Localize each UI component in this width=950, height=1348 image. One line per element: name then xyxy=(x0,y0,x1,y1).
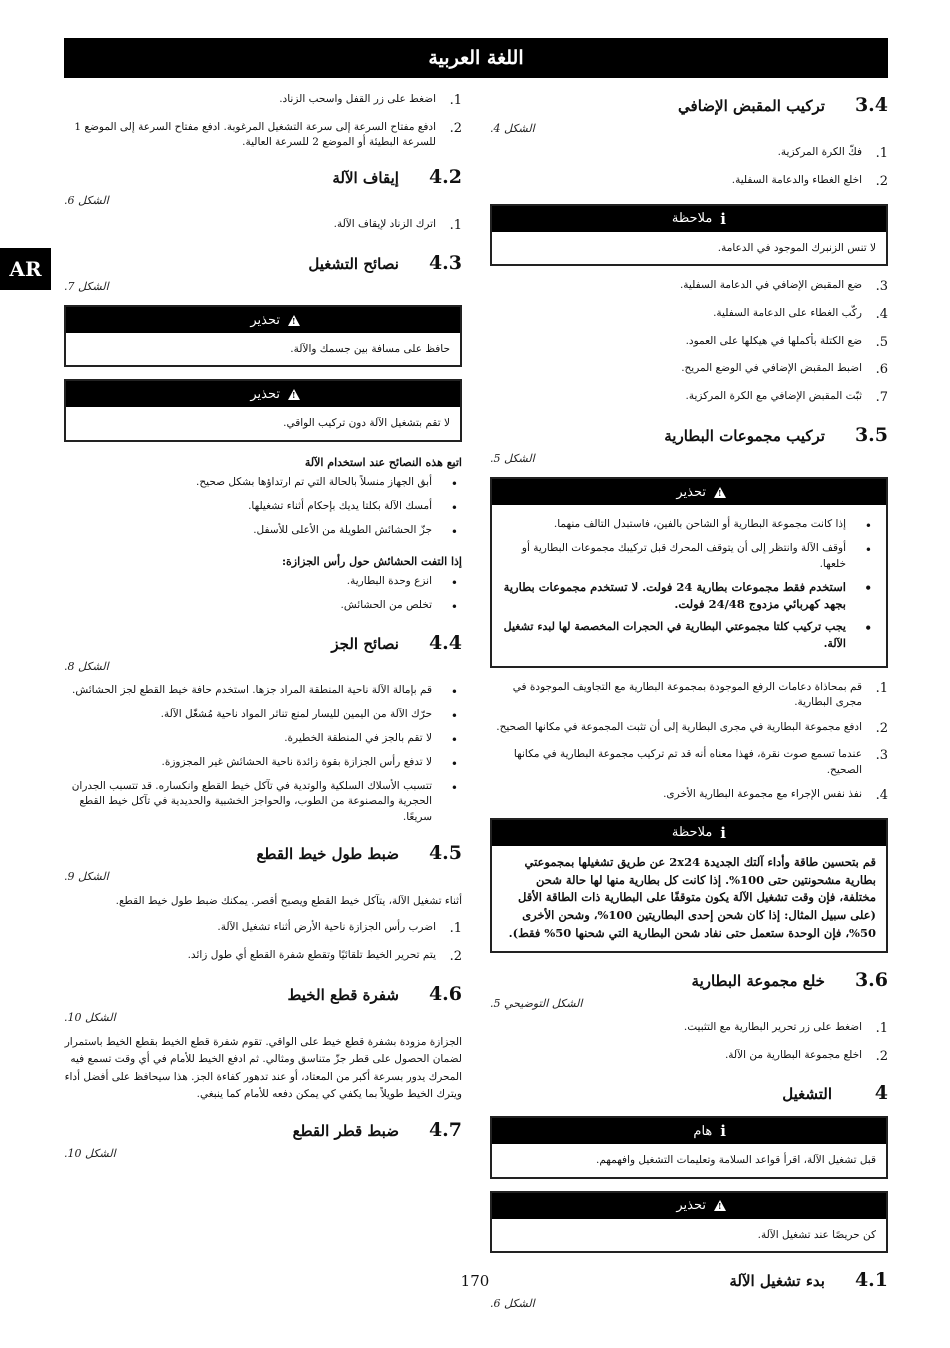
list-item xyxy=(64,920,462,939)
step-number: 1. xyxy=(875,146,888,161)
warning-box-header xyxy=(66,381,460,407)
step-text: ادفع مجموعة البطارية في مجرى البطارية إلى أن تثبت المجموعة في مكانها الصحيح. xyxy=(496,720,862,733)
tips-heading: اتبع هذه النصائح عند استخدام الآلة xyxy=(304,455,462,469)
warning-body: لا تقم بتشغيل الآلة دون تركيب الواقي. xyxy=(283,417,450,430)
section-4-7-heading xyxy=(64,1119,462,1141)
warning-box xyxy=(64,379,462,441)
section-number: 4.3 xyxy=(428,252,462,275)
list-item xyxy=(64,120,462,150)
warning-body: كن حريصًا عند تشغيل الآلة. xyxy=(757,1228,876,1241)
step-number: 6. xyxy=(875,362,888,378)
section-4-2-heading xyxy=(64,166,462,188)
right-column xyxy=(490,92,888,1320)
list-item xyxy=(64,92,462,111)
section-title: إيقاف الآلة xyxy=(332,169,399,188)
warning-title: تحذير xyxy=(676,1198,706,1214)
section-title: ضبط طول خيط القطع xyxy=(256,844,399,863)
note-box-header xyxy=(492,820,886,846)
section-number: 3.5 xyxy=(854,424,888,447)
figure-ref: الشكل 6. xyxy=(64,194,109,208)
steps-4-5 xyxy=(64,920,462,967)
step-text: ادفع مفتاح السرعة إلى سرعة التشغيل المرغوبة. ادفع مفتاح السرعة إلى الموضع 1 للسرعة البطيئة أو الموضع 2 للسرعة العالية. xyxy=(74,120,436,149)
bullet-icon: • xyxy=(450,780,458,795)
section-4-4-heading xyxy=(64,632,462,654)
step-text: اخلع مجموعة البطارية من الآلة. xyxy=(724,1048,862,1061)
step-number: 3. xyxy=(875,748,888,764)
figure-ref: الشكل 8. xyxy=(64,659,109,673)
steps-4-2 xyxy=(64,217,462,236)
section-title: نصائح التشغيل xyxy=(308,255,399,274)
warning-title: تحذير xyxy=(676,484,706,500)
list-item xyxy=(490,334,888,353)
warning-box-header xyxy=(492,1193,886,1219)
bullet-text: حرّك الآلة من اليمين لليسار لمنع تناثر المواد ناحية مُشغّل الآلة. xyxy=(160,707,432,720)
bullet-text: يجب تركيب كلتا مجموعتي البطارية في الحجرات المخصصة لها لبدء تشغيل الآلة. xyxy=(503,620,846,650)
list-item xyxy=(64,707,462,725)
bullet-icon: • xyxy=(450,500,458,515)
step-number: 1. xyxy=(449,218,462,234)
section-title: تركيب المقبض الإضافي xyxy=(678,97,825,115)
list-item xyxy=(490,787,888,806)
step-text: قم بمحاذاة دعامات الرفع الموجودة بمجموعة البطارية مع التجاويف الموجودة في مجرى البطارية. xyxy=(512,681,862,709)
section-number: 4.2 xyxy=(428,166,462,189)
step-number: 3. xyxy=(875,278,888,294)
warning-body: حافظ على مسافة بين جسمك والآلة. xyxy=(290,343,450,356)
tips-list xyxy=(64,475,462,541)
list-item xyxy=(490,680,888,710)
bullet-icon: • xyxy=(450,732,458,747)
list-item xyxy=(502,619,876,652)
step-number: 2. xyxy=(449,949,462,965)
warning-box xyxy=(490,1191,888,1253)
bullet-text: أمسك الآلة بكلتا يديك بإحكام أثناء تشغيلها. xyxy=(248,499,432,512)
section-title: بدء تشغيل الآلة xyxy=(729,1272,825,1291)
step-number: 4. xyxy=(875,787,888,803)
list-item xyxy=(502,579,876,614)
steps-3-4-b xyxy=(490,278,888,408)
note-title: ملاحظة xyxy=(671,211,713,227)
step-text: ثبّت المقبض الإضافي مع الكرة المركزية. xyxy=(685,390,862,403)
important-box-header xyxy=(492,1118,886,1144)
section-4-6-heading xyxy=(64,983,462,1005)
steps-3-4-a xyxy=(490,145,888,192)
section-number: 3.6 xyxy=(854,968,888,991)
paragraph: أثناء تشغيل الآلة، يتآكل خيط القطع ويصبح أقصر. يمكنك ضبط طول خيط القطع. xyxy=(115,894,462,907)
list-item xyxy=(64,475,462,493)
note-body: قم بتحسين طاقة وأداء آلتك الجديدة 2x24 عن طريق تشغيلها بمجموعتي بطارية مشحونتين حتى 100%. إذا كانت كل بطارية منها لها حالة شحن مختلفة، فإن وقت تشغيل الآلة يكون متوقفًا على البطارية ذات الطاقة الأقل (على سبيل المثال: إذا كان شحن إحدى البطاريتين 100%، وشحن الأخرى 50%، فإن الوحدة ستعمل حتى نفاد شحن البطارية التي شحنها 50% فقط). xyxy=(508,854,876,940)
list-item xyxy=(490,720,888,739)
bullet-icon: • xyxy=(864,519,872,534)
warning-box xyxy=(64,305,462,367)
list-item xyxy=(64,523,462,541)
figure-ref: الشكل 4. xyxy=(490,122,535,135)
warning-icon xyxy=(288,315,300,326)
note-box-header xyxy=(492,206,886,232)
list-item xyxy=(490,1048,888,1067)
step-number: 1. xyxy=(449,93,462,108)
list-item xyxy=(64,598,462,616)
bullet-text: لا تقم بالجز في المنطقة الخطيرة. xyxy=(284,731,432,744)
step-text: اخلع الغطاء والدعامة السفلية. xyxy=(731,173,862,186)
step-text: اترك الزناد لإيقاف الآلة. xyxy=(333,218,436,231)
list-item xyxy=(490,278,888,297)
bullet-text: لا تدفع رأس الجزازة بقوة زائدة ناحية الحشائش غير المجزوزة. xyxy=(161,755,432,768)
step-text: يتم تحرير الخيط تلقائيًا وتقطع شفرة القطع أي طول زائد. xyxy=(187,949,436,962)
page-header xyxy=(64,38,888,78)
bullet-icon: • xyxy=(450,684,458,699)
step-text: نفذ نفس الإجراء مع مجموعة البطارية الأخرى. xyxy=(663,787,862,800)
step-number: 2. xyxy=(875,720,888,736)
note-box xyxy=(490,818,888,953)
step-text: اضبط المقبض الإضافي في الوضع المريح. xyxy=(681,362,862,375)
section-title: شفرة قطع الخيط xyxy=(287,985,399,1004)
warning-box xyxy=(490,477,888,668)
note-body: لا تنس الزنبرك الموجود في الدعامة. xyxy=(717,241,876,254)
section-title: نصائح الجز xyxy=(331,634,399,653)
section-number: 4.4 xyxy=(428,631,462,654)
step-text: ضع الكتلة بأكملها في هيكلها على العمود. xyxy=(685,334,862,347)
bullet-icon: • xyxy=(450,524,458,539)
warning-icon xyxy=(714,487,726,498)
figure-ref: الشكل 6. xyxy=(490,1297,535,1311)
steps-4-1 xyxy=(64,92,462,150)
list-item xyxy=(490,173,888,192)
left-column xyxy=(64,92,462,1170)
bullet-text: أبق الجهاز منسلاً بالحالة التي تم ارتداؤها بشكل صحيح. xyxy=(196,475,432,488)
list-item xyxy=(490,306,888,325)
list-item xyxy=(64,217,462,236)
section-number: 4.1 xyxy=(854,1269,888,1292)
bullet-icon: • xyxy=(450,476,458,491)
warning-title: تحذير xyxy=(250,312,280,328)
section-number: 4.7 xyxy=(428,1119,462,1142)
section-title: تركيب مجموعات البطارية xyxy=(664,427,825,446)
bullet-icon: • xyxy=(450,708,458,723)
bullet-icon: • xyxy=(864,621,872,636)
page-number: 170 xyxy=(460,1272,490,1290)
info-icon: i xyxy=(720,209,726,228)
bullet-text: جزّ الحشائش الطويلة من الأعلى للأسفل. xyxy=(253,523,432,536)
info-icon: i xyxy=(720,1122,726,1141)
list-item xyxy=(490,145,888,164)
step-number: 2. xyxy=(875,173,888,189)
important-body: قبل تشغيل الآلة، اقرأ قواعد السلامة وتعليمات التشغيل وافهمهم. xyxy=(595,1154,876,1167)
paragraph: الجزازة مزودة بشفرة قطع خيط على الواقي. تقوم شفرة قطع الخيط بقطع الخيط باستمرار لضمان الحصول على قطر جزّ متناسق ومثالي. ثم ادفع الخيط للأمام في أي وقت تسمع فيه المحرك يدور بسرعة أكبر من المعتاد، أو عند تدهور كفاءة الجز. هذا سيحافظ على أفضل أداء ويترك الخيط طويلاً بما يكفي كي يمكن دفعه للأمام كما ينبغي. xyxy=(64,1035,462,1100)
language-tab: AR xyxy=(0,248,51,290)
bullet-text: انزع وحدة البطارية. xyxy=(346,574,432,587)
bullet-icon: • xyxy=(450,599,458,614)
step-text: عندما تسمع صوت نقرة، فهذا معناه أنه قد تم تركيب مجموعة البطارية في مكانها الصحيح. xyxy=(513,748,862,776)
step-text: اضغط على زر القفل واسحب الزناد. xyxy=(279,93,436,105)
list-item xyxy=(64,731,462,749)
warning-box-header xyxy=(492,479,886,505)
list-item xyxy=(490,389,888,408)
figure-ref: الشكل 9. xyxy=(64,869,109,883)
step-number: 7. xyxy=(875,390,888,406)
list-item xyxy=(64,755,462,773)
step-number: 2. xyxy=(875,1048,888,1064)
section-3-6-heading xyxy=(490,969,888,991)
figure-ref: الشكل 10. xyxy=(64,1147,116,1161)
bullet-icon: • xyxy=(864,580,872,595)
note-box xyxy=(490,204,888,266)
bullet-text: قم بإمالة الآلة ناحية المنطقة المراد جزها. استخدم حافة خيط القطع لجز الحشائش. xyxy=(72,683,432,696)
step-text: اضرب رأس الجزازة ناحية الأرض أثناء تشغيل الآلة. xyxy=(217,921,436,934)
list-item xyxy=(490,747,888,777)
step-text: ضع المقبض الإضافي في الدعامة السفلية. xyxy=(679,278,862,291)
step-number: 4. xyxy=(875,306,888,322)
section-3-4-heading xyxy=(490,94,888,116)
section-title: ضبط قطر القطع xyxy=(292,1122,399,1141)
section-number: 4.5 xyxy=(428,841,462,864)
list-item xyxy=(502,517,876,535)
bullet-icon: • xyxy=(450,575,458,590)
bullet-text: أوقف الآلة وانتظر إلى أن يتوقف المحرك قبل تركيبك مجموعات البطارية أو خلعها. xyxy=(521,542,846,570)
bullet-text: تتسبب الأسلاك السلكية والوتدية في تآكل خيط القطع وانكساره. قد تتسبب الجدران الحجرية والمصنوعة من الطوب، والحواجز الخشبية والحديدية في تآكل خيط القطع سريعًا. xyxy=(71,779,432,824)
list-item xyxy=(490,361,888,380)
step-text: فكّ الكرة المركزية. xyxy=(777,146,862,158)
warning-icon xyxy=(714,1200,726,1211)
list-item xyxy=(64,574,462,592)
important-title: هام xyxy=(693,1123,713,1139)
bullet-icon: • xyxy=(864,543,872,558)
cutting-list xyxy=(64,683,462,826)
step-number: 1. xyxy=(449,921,462,937)
steps-3-6 xyxy=(490,1020,888,1067)
section-title: التشغيل xyxy=(782,1085,832,1104)
step-number: 5. xyxy=(875,334,888,350)
warning-title: تحذير xyxy=(250,386,280,402)
bullet-text: استخدم فقط مجموعات بطارية 24 فولت. لا تستخدم مجموعات بطارية بجهد كهربائي مزدوج 24/48 فولت. xyxy=(503,579,846,611)
step-text: ركّب الغطاء على الدعامة السفلية. xyxy=(713,306,862,319)
warning-icon xyxy=(288,389,300,400)
steps-3-5 xyxy=(490,680,888,806)
section-number: 3.4 xyxy=(854,94,888,116)
note-title: ملاحظة xyxy=(671,825,713,841)
page-title: اللغة العربية xyxy=(428,47,524,69)
wrap-list xyxy=(64,574,462,616)
step-number: 1. xyxy=(875,681,888,697)
step-number: 1. xyxy=(875,1020,888,1036)
section-number: 4 xyxy=(874,1082,888,1105)
wrap-heading: إذا التفت الحشائش حول رأس الجزازة: xyxy=(281,554,462,568)
figure-ref: الشكل 5. xyxy=(490,452,535,466)
important-box xyxy=(490,1116,888,1178)
list-item xyxy=(64,779,462,826)
bullet-text: إذا كانت مجموعة البطارية أو الشاحن بالفين، فاستبدل التالف منهما. xyxy=(553,518,846,531)
figure-ref: الشكل 10. xyxy=(64,1010,116,1024)
bullet-icon: • xyxy=(450,756,458,771)
step-number: 2. xyxy=(449,120,462,136)
section-title: خلع مجموعة البطارية xyxy=(691,971,825,990)
section-3-5-heading xyxy=(490,424,888,446)
figure-ref: الشكل التوضيحي 5. xyxy=(490,996,583,1010)
info-icon: i xyxy=(720,823,726,842)
warning-list xyxy=(502,517,876,652)
list-item xyxy=(502,541,876,573)
list-item xyxy=(64,499,462,517)
list-item xyxy=(64,683,462,701)
section-4-5-heading xyxy=(64,842,462,864)
section-4-3-heading xyxy=(64,252,462,274)
figure-ref: الشكل 7. xyxy=(64,280,109,294)
warning-box-header xyxy=(66,307,460,333)
step-text: اضغط على زر تحرير البطارية مع التثبيت. xyxy=(683,1020,862,1033)
section-4-heading xyxy=(490,1082,888,1104)
bullet-text: تخلص من الحشائش. xyxy=(340,598,432,611)
section-number: 4.6 xyxy=(428,982,462,1005)
list-item xyxy=(490,1020,888,1039)
list-item xyxy=(64,948,462,967)
